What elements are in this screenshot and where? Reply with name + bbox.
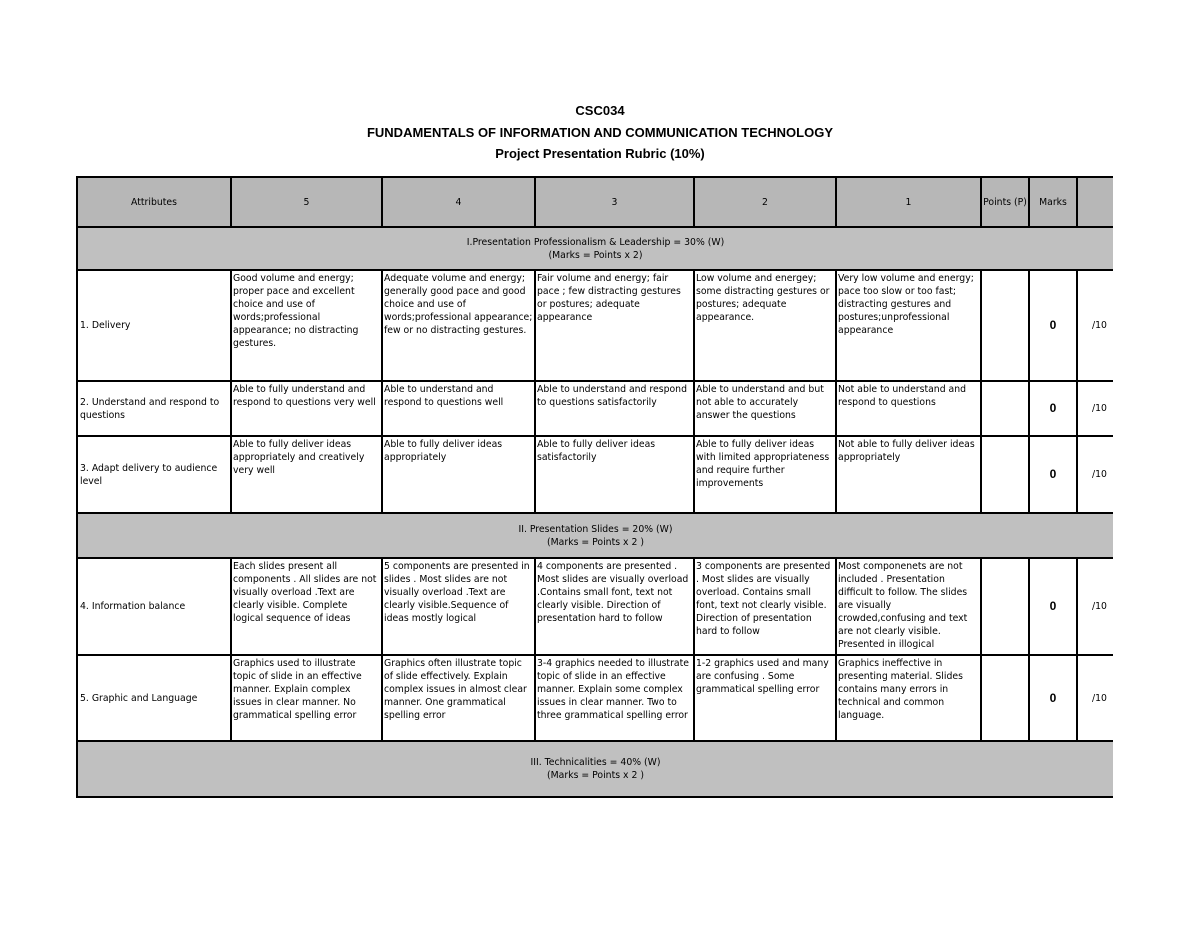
criteria-1-cell: Most componenets are not included . Presentation difficult to follow. The slides are visually crowded,confusing and text are not clearly visible. Presented in illogical [836, 558, 981, 655]
points-cell [981, 436, 1029, 513]
out-of-cell: /10 [1077, 558, 1113, 655]
section-row [77, 741, 1113, 797]
header-score-1: 1 [836, 177, 981, 227]
section-row [77, 513, 1113, 558]
section-title-line1: III. Technicalities = 40% (W) [530, 757, 661, 768]
out-of-cell: /10 [1077, 655, 1113, 741]
section-title-line2: (Marks = Points x 2 ) [547, 536, 644, 548]
table-row [77, 436, 1113, 513]
criteria-1-cell: Graphics ineffective in presenting material. Slides contains many errors in technical and common language. [836, 655, 981, 741]
course-name: FUNDAMENTALS OF INFORMATION AND COMMUNICATION TECHNOLOGY [366, 124, 834, 140]
attribute-cell: 5. Graphic and Language [77, 655, 231, 741]
header-points: Points (P) [981, 177, 1029, 227]
header-blank [1077, 177, 1113, 227]
section-title-line1: II. Presentation Slides = 20% (W) [518, 523, 673, 535]
criteria-2-cell: Able to fully deliver ideas with limited appropriateness and require further improvements [694, 436, 836, 513]
marks-cell: 0 [1029, 381, 1077, 436]
criteria-4-cell: Able to fully deliver ideas appropriately [382, 436, 535, 513]
header-marks: Marks [1029, 177, 1077, 227]
out-of-cell: /10 [1077, 381, 1113, 436]
points-cell [981, 381, 1029, 436]
criteria-1-cell: Not able to understand and respond to questions [836, 381, 981, 436]
criteria-5-cell: Able to fully deliver ideas appropriately and creatively very well [231, 436, 382, 513]
table-row [77, 558, 1113, 655]
header-score-5: 5 [231, 177, 382, 227]
attribute-cell: 3. Adapt delivery to audience level [77, 436, 231, 513]
rubric-table [76, 176, 1113, 798]
criteria-1-cell: Very low volume and energy; pace too slow or too fast; distracting gestures and postures;unprofessional appearance [836, 270, 981, 381]
attribute-cell: 2. Understand and respond to questions [77, 381, 231, 436]
criteria-5-cell: Graphics used to illustrate topic of slide in an effective manner. Explain complex issues in clear manner. No grammatical spelling error [231, 655, 382, 741]
criteria-1-cell: Not able to fully deliver ideas appropriately [836, 436, 981, 513]
header-row [77, 177, 1113, 227]
criteria-5-cell: Good volume and energy; proper pace and excellent choice and use of words;professional appearance; no distracting gestures. [231, 270, 382, 381]
header-score-2: 2 [694, 177, 836, 227]
marks-cell: 0 [1029, 270, 1077, 381]
section-title-line2: (Marks = Points x 2) [548, 249, 643, 261]
section-title-line2: (Marks = Points x 2 ) [547, 770, 644, 781]
marks-cell: 0 [1029, 558, 1077, 655]
out-of-cell: /10 [1077, 270, 1113, 381]
table-row [77, 381, 1113, 436]
criteria-4-cell: Adequate volume and energy; generally good pace and good choice and use of words;professional appearance; few or no distracting gestures. [382, 270, 535, 381]
section-title [77, 741, 1113, 797]
criteria-4-cell: Able to understand and respond to questions well [382, 381, 535, 436]
attribute-cell: 4. Information balance [77, 558, 231, 655]
section-title [77, 227, 1113, 270]
attribute-cell: 1. Delivery [77, 270, 231, 381]
document-title-block [0, 100, 1200, 165]
criteria-2-cell: Low volume and energey; some distracting gestures or postures; adequate appearance. [694, 270, 836, 381]
criteria-5-cell: Each slides present all components . All slides are not visually overload .Text are clearly visible. Complete logical sequence of ideas [231, 558, 382, 655]
table-row [77, 655, 1113, 741]
rubric-title: Project Presentation Rubric (10%) [495, 146, 705, 161]
header-score-4: 4 [382, 177, 535, 227]
section-title-line1: I.Presentation Professionalism & Leadership = 30% (W) [466, 236, 725, 248]
criteria-2-cell: Able to understand and but not able to accurately answer the questions [694, 381, 836, 436]
section-title [77, 513, 1113, 558]
criteria-3-cell: 4 components are presented . Most slides are visually overload .Contains small font, text not clearly visible. Direction of presentation hard to follow [535, 558, 694, 655]
header-attributes: Attributes [77, 177, 231, 227]
criteria-3-cell: 3-4 graphics needed to illustrate topic of slide in an effective manner. Explain some complex issues in clear manner. Two to three grammatical spelling error [535, 655, 694, 741]
criteria-2-cell: 1-2 graphics used and many are confusing . Some grammatical spelling error [694, 655, 836, 741]
marks-cell: 0 [1029, 655, 1077, 741]
criteria-3-cell: Able to understand and respond to questions satisfactorily [535, 381, 694, 436]
criteria-3-cell: Fair volume and energy; fair pace ; few distracting gestures or postures; adequate appearance [535, 270, 694, 381]
out-of-cell: /10 [1077, 436, 1113, 513]
header-score-3: 3 [535, 177, 694, 227]
points-cell [981, 558, 1029, 655]
criteria-2-cell: 3 components are presented . Most slides are visually overload. Contains small font, text not clearly visible. Direction of presentation hard to follow [694, 558, 836, 655]
criteria-4-cell: 5 components are presented in slides . Most slides are not visually overload .Text are clearly visible.Sequence of ideas mostly logical [382, 558, 535, 655]
criteria-3-cell: Able to fully deliver ideas satisfactorily [535, 436, 694, 513]
criteria-5-cell: Able to fully understand and respond to questions very well [231, 381, 382, 436]
points-cell [981, 270, 1029, 381]
table-row [77, 270, 1113, 381]
points-cell [981, 655, 1029, 741]
course-code: CSC034 [575, 103, 625, 118]
marks-cell: 0 [1029, 436, 1077, 513]
section-row [77, 227, 1113, 270]
criteria-4-cell: Graphics often illustrate topic of slide effectively. Explain complex issues in almost clear manner. One grammatical spelling error [382, 655, 535, 741]
